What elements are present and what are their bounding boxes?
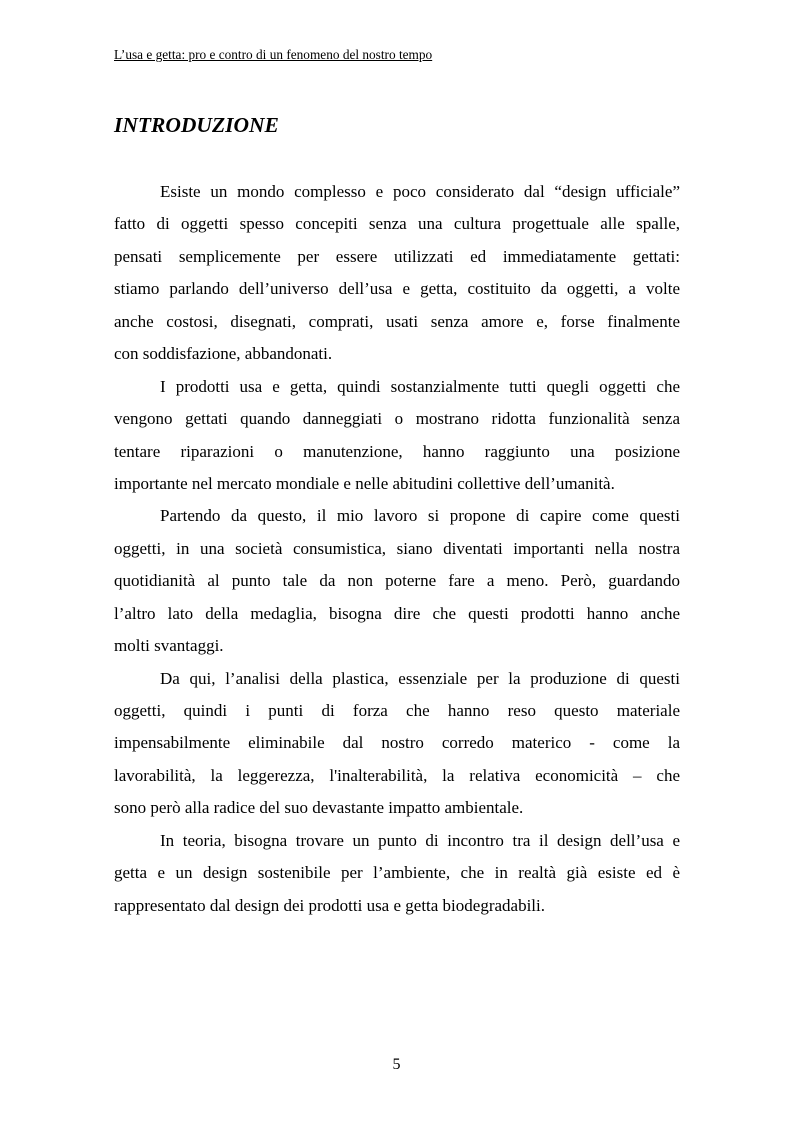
text-line: lavorabilità, la leggerezza, l'inalterabilità, la relativa economicità – che xyxy=(114,765,680,785)
paragraph xyxy=(114,504,680,666)
paragraph xyxy=(114,180,680,375)
paragraph xyxy=(114,375,680,505)
text-line: getta e un design sostenibile per l’ambiente, che in realtà già esiste ed è xyxy=(114,863,680,883)
text-line: l’altro lato della medaglia, bisogna dire che questi prodotti hanno anche xyxy=(114,603,680,623)
text-line: stiamo parlando dell’universo dell’usa e getta, costituito da oggetti, a volte xyxy=(114,279,680,299)
paragraph xyxy=(114,829,680,926)
text-line: Esiste un mondo complesso e poco considerato dal “design ufficiale” xyxy=(160,182,680,201)
text-line: Da qui, l’analisi della plastica, essenziale per la produzione di questi xyxy=(160,668,680,688)
text-line: fatto di oggetti spesso concepiti senza una cultura progettuale alle spalle, xyxy=(114,214,680,234)
text-line: con soddisfazione, abbandonati. xyxy=(114,344,333,364)
text-line: oggetti, quindi i punti di forza che hanno reso questo materiale xyxy=(114,701,680,720)
text-line: sono però alla radice del suo devastante impatto ambientale. xyxy=(114,798,524,818)
text-line: In teoria, bisogna trovare un punto di incontro tra il design dell’usa e xyxy=(160,830,680,850)
text-line: vengono gettati quando danneggiati o mostrano ridotta funzionalità senza xyxy=(114,409,680,429)
text-line: molti svantaggi. xyxy=(114,636,224,656)
text-line: Partendo da questo, il mio lavoro si propone di capire come questi xyxy=(160,506,680,526)
text-line: anche costosi, disegnati, comprati, usati senza amore e, forse finalmente xyxy=(114,311,680,331)
paragraph xyxy=(114,667,680,829)
text-line: importante nel mercato mondiale e nelle abitudini collettive dell’umanità. xyxy=(114,473,615,493)
text-line: I prodotti usa e getta, quindi sostanzialmente tutti quegli oggetti che xyxy=(160,376,680,396)
running-header: L’usa e getta: pro e contro di un fenomeno del nostro tempo xyxy=(114,47,433,62)
text-line: oggetti, in una società consumistica, siano diventati importanti nella nostra xyxy=(114,538,680,558)
section-title: INTRODUZIONE xyxy=(114,113,279,137)
page-number: 5 xyxy=(392,1056,401,1073)
text-line: rappresentato dal design dei prodotti usa e getta biodegradabili. xyxy=(114,895,546,915)
text-line: quotidianità al punto tale da non poterne fare a meno. Però, guardando xyxy=(114,571,680,591)
text-line: tentare riparazioni o manutenzione, hanno raggiunto una posizione xyxy=(114,441,680,461)
text-line: impensabilmente eliminabile dal nostro corredo materico - come la xyxy=(114,733,680,753)
body-text xyxy=(114,180,680,926)
text-line: pensati semplicemente per essere utilizzati ed immediatamente gettati: xyxy=(114,246,680,266)
